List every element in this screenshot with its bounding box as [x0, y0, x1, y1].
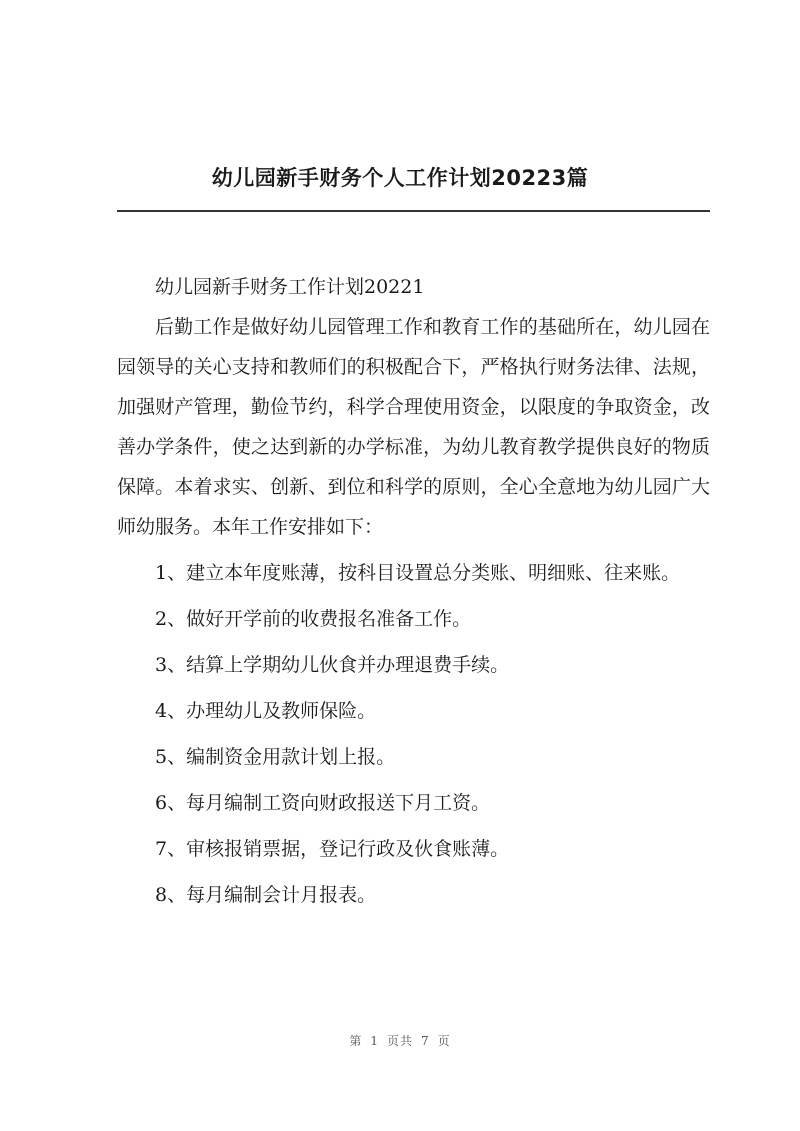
- list-item-5: 5、编制资金用款计划上报。: [155, 746, 396, 768]
- document-body: [117, 267, 710, 921]
- list-item-3: 3、结算上学期幼儿伙食并办理退费手续。: [155, 654, 510, 676]
- document-title: 幼儿园新手财务个人工作计划20223篇: [211, 166, 589, 190]
- page-footer: [0, 1032, 800, 1049]
- footer-suffix: 页: [437, 1034, 451, 1048]
- title-divider: [117, 210, 710, 212]
- footer-total-pages: 7: [421, 1034, 430, 1048]
- footer-prefix: 第: [349, 1034, 363, 1048]
- footer-current-page: 1: [370, 1034, 379, 1048]
- footer-middle: 页共: [386, 1034, 413, 1048]
- list-item-1: 1、建立本年度账薄，按科目设置总分类账、明细账、往来账。: [155, 562, 681, 584]
- section-heading: 幼儿园新手财务工作计划20221: [155, 276, 425, 298]
- list-item-7: 7、审核报销票据，登记行政及伙食账薄。: [155, 838, 510, 860]
- intro-paragraph: 后勤工作是做好幼儿园管理工作和教育工作的基础所在，幼儿园在园领导的关心支持和教师们的积极配合下，严格执行财务法律、法规，加强财产管理，勤俭节约，科学合理使用资金，以限度的争取资金，改善办学条件，使之达到新的办学标准，为幼儿教育教学提供良好的物质保障。本着求实、创新、到位和科学的原则，全心全意地为幼儿园广大师幼服务。本年工作安排如下：: [117, 316, 710, 538]
- list-item-4: 4、办理幼儿及教师保险。: [155, 700, 377, 722]
- list-item-2: 2、做好开学前的收费报名准备工作。: [155, 608, 472, 630]
- list-item-8: 8、每月编制会计月报表。: [155, 884, 377, 906]
- list-item-6: 6、每月编制工资向财政报送下月工资。: [155, 792, 491, 814]
